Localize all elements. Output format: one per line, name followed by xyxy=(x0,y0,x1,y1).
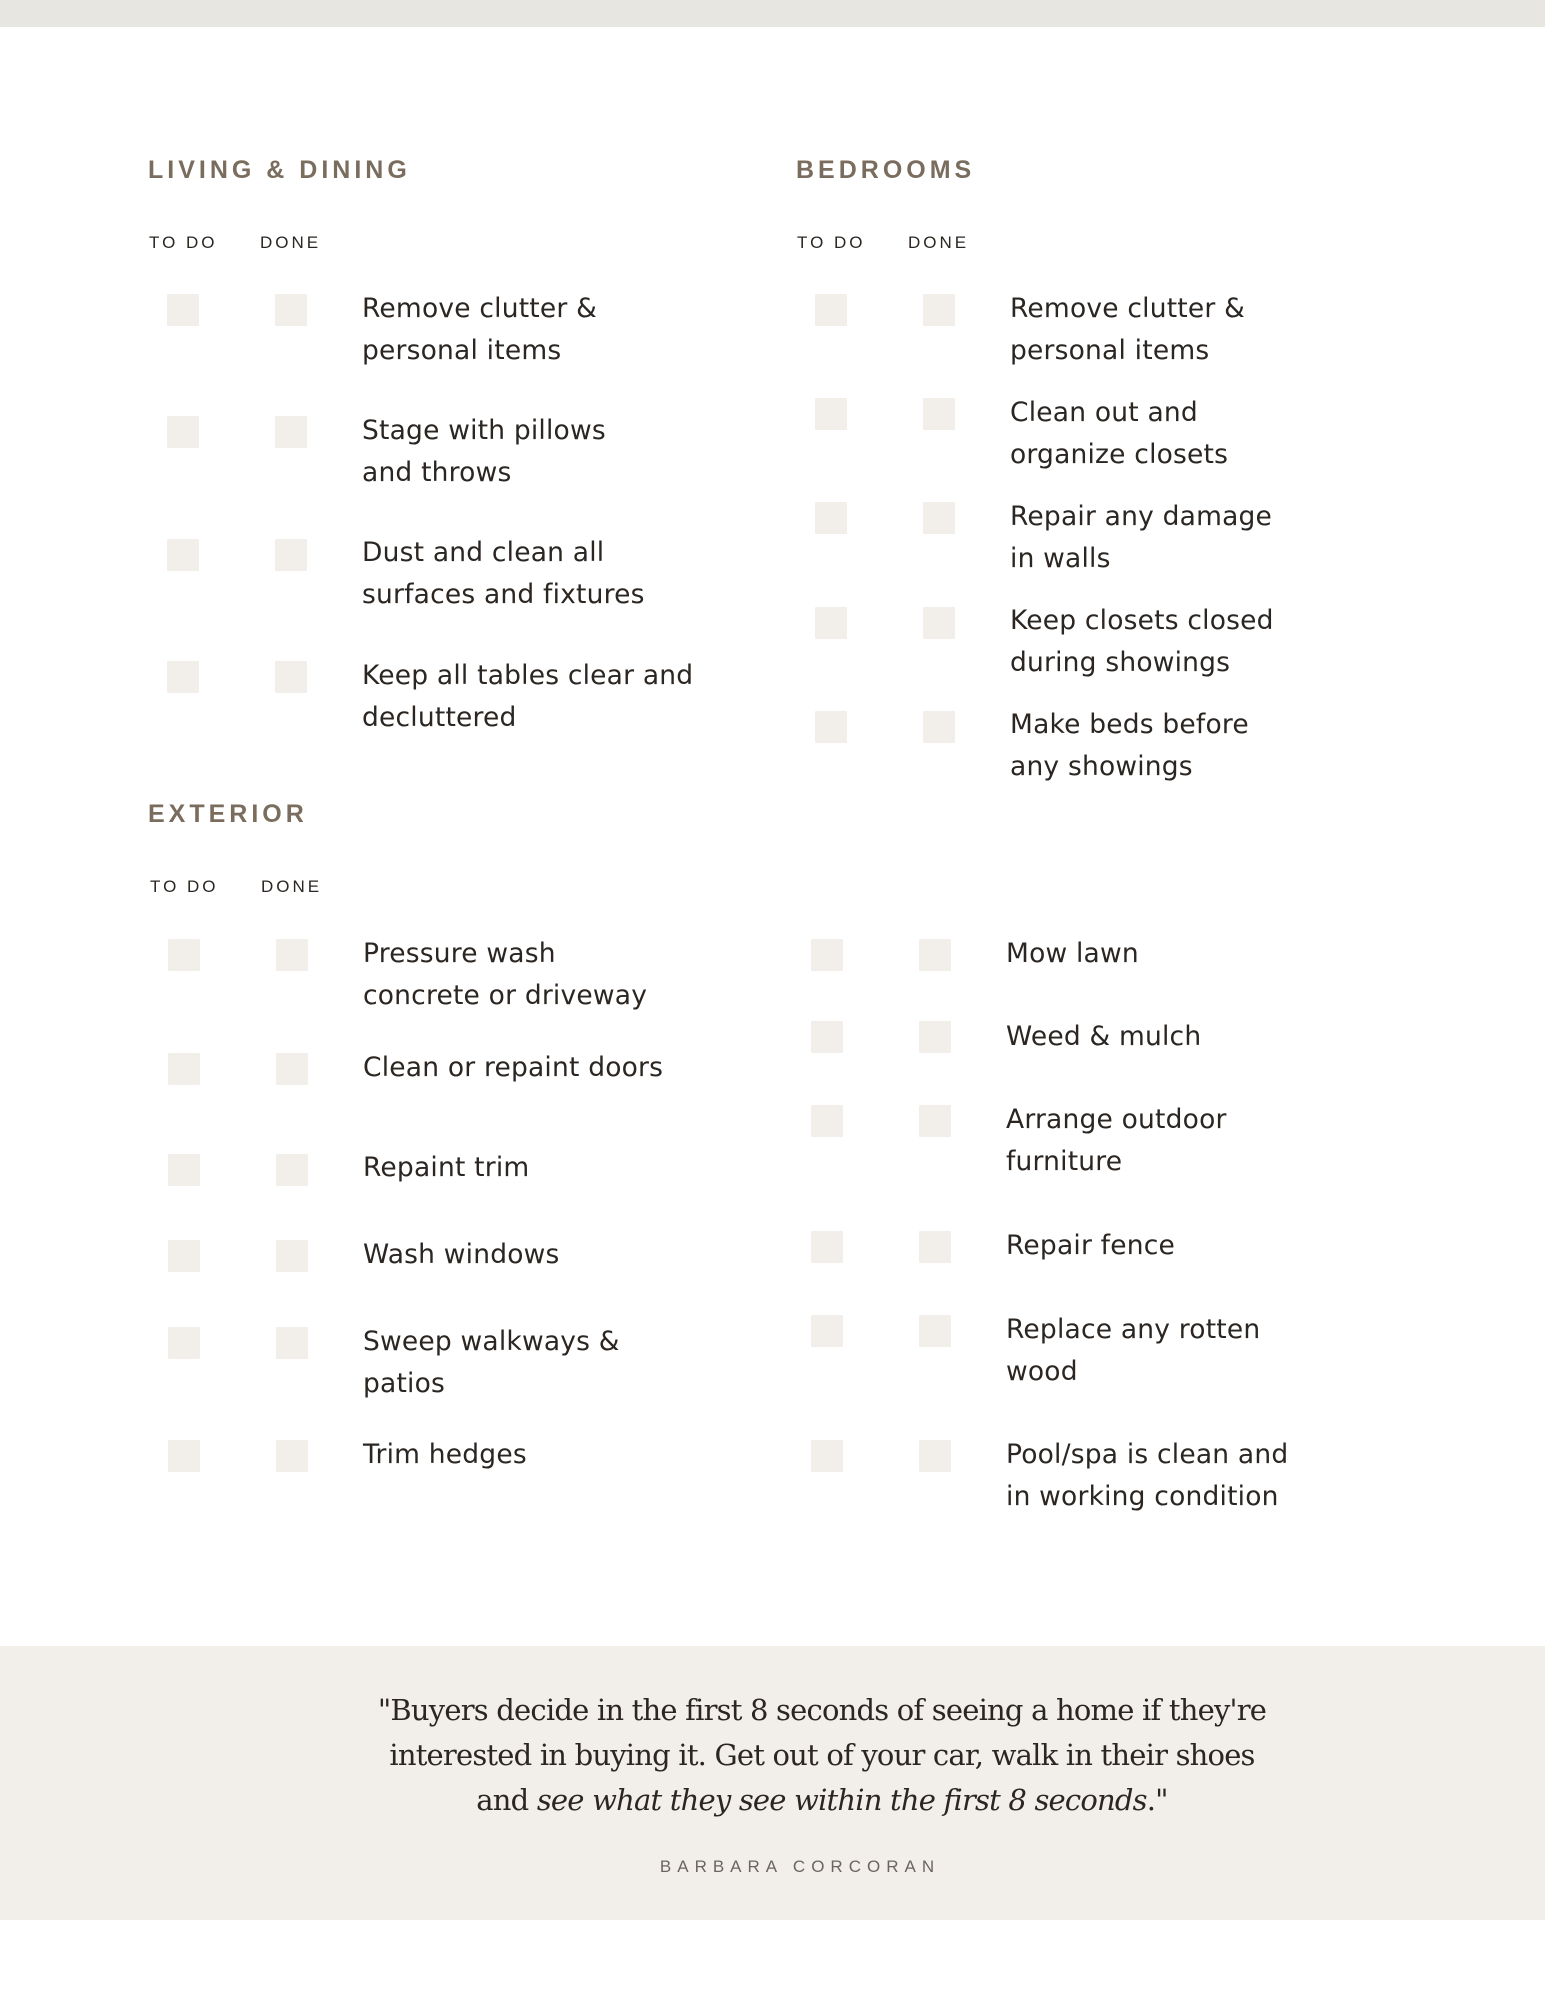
living-item-3-done-checkbox[interactable] xyxy=(275,539,307,571)
living-item-4-done-checkbox[interactable] xyxy=(275,661,307,693)
living-item-2-done-checkbox[interactable] xyxy=(275,416,307,448)
quote-text-end: ." xyxy=(1146,1783,1168,1817)
living-todo-label: TO DO xyxy=(149,233,218,252)
exterior-left-item-6-done-checkbox[interactable] xyxy=(276,1440,308,1472)
living-item-4-label: Keep all tables clear and decluttered xyxy=(362,660,694,733)
exterior-right-item-3-todo-checkbox[interactable] xyxy=(811,1105,843,1137)
quote-author: BARBARA CORCORAN xyxy=(659,1857,941,1876)
exterior-right-item-1-label: Mow lawn xyxy=(1006,938,1139,969)
exterior-left-item-2-todo-checkbox[interactable] xyxy=(168,1053,200,1085)
exterior-right-item-4-todo-checkbox[interactable] xyxy=(811,1231,843,1263)
living-item-4-todo-checkbox[interactable] xyxy=(167,661,199,693)
bedrooms-todo-label: TO DO xyxy=(797,233,866,252)
exterior-left-item-5-label: Sweep walkways & patios xyxy=(363,1326,620,1399)
exterior-right-item-5-done-checkbox[interactable] xyxy=(919,1315,951,1347)
exterior-right-item-6-todo-checkbox[interactable] xyxy=(811,1440,843,1472)
exterior-right-item-4-label: Repair fence xyxy=(1006,1230,1175,1261)
exterior-left-item-5-done-checkbox[interactable] xyxy=(276,1327,308,1359)
bedrooms-item-4-done-checkbox[interactable] xyxy=(923,607,955,639)
bedrooms-item-5-todo-checkbox[interactable] xyxy=(815,711,847,743)
bedrooms-item-1-label: Remove clutter & personal items xyxy=(1010,293,1245,366)
exterior-left-item-5-todo-checkbox[interactable] xyxy=(168,1327,200,1359)
exterior-title: EXTERIOR xyxy=(148,800,308,828)
quote-text-plain: "Buyers decide in the first 8 seconds of seeing a home if they're interested in buying it. Get out of your car, walk in their shoes and xyxy=(377,1693,1267,1817)
living-item-1-done-checkbox[interactable] xyxy=(275,294,307,326)
bedrooms-item-3-done-checkbox[interactable] xyxy=(923,502,955,534)
living-item-3-label: Dust and clean all surfaces and fixtures xyxy=(362,537,645,610)
exterior-left-item-4-label: Wash windows xyxy=(363,1239,560,1270)
exterior-done-label: DONE xyxy=(261,877,323,896)
bedrooms-item-5-done-checkbox[interactable] xyxy=(923,711,955,743)
exterior-left-item-6-label: Trim hedges xyxy=(363,1439,527,1470)
exterior-right-item-1-todo-checkbox[interactable] xyxy=(811,939,843,971)
exterior-right-item-3-done-checkbox[interactable] xyxy=(919,1105,951,1137)
exterior-left-item-1-label: Pressure wash concrete or driveway xyxy=(363,938,648,1011)
bedrooms-item-4-label: Keep closets closed during showings xyxy=(1010,605,1274,678)
exterior-left-item-3-label: Repaint trim xyxy=(363,1152,530,1183)
top-strip xyxy=(0,0,1545,27)
living-item-2-todo-checkbox[interactable] xyxy=(167,416,199,448)
exterior-left-item-6-todo-checkbox[interactable] xyxy=(168,1440,200,1472)
exterior-right-item-2-label: Weed & mulch xyxy=(1006,1021,1202,1052)
exterior-left-item-3-todo-checkbox[interactable] xyxy=(168,1154,200,1186)
living-item-1-todo-checkbox[interactable] xyxy=(167,294,199,326)
exterior-right-item-6-done-checkbox[interactable] xyxy=(919,1440,951,1472)
bedrooms-item-2-todo-checkbox[interactable] xyxy=(815,398,847,430)
exterior-left-item-2-label: Clean or repaint doors xyxy=(363,1052,664,1083)
exterior-left-item-3-done-checkbox[interactable] xyxy=(276,1154,308,1186)
exterior-left-item-4-todo-checkbox[interactable] xyxy=(168,1240,200,1272)
living-done-label: DONE xyxy=(260,233,322,252)
exterior-right-item-1-done-checkbox[interactable] xyxy=(919,939,951,971)
bedrooms-item-4-todo-checkbox[interactable] xyxy=(815,607,847,639)
exterior-right-item-5-todo-checkbox[interactable] xyxy=(811,1315,843,1347)
bedrooms-item-2-done-checkbox[interactable] xyxy=(923,398,955,430)
quote-text xyxy=(372,1688,1272,1823)
living-item-2-label: Stage with pillows and throws xyxy=(362,415,606,488)
exterior-right-item-4-done-checkbox[interactable] xyxy=(919,1231,951,1263)
exterior-right-item-3-label: Arrange outdoor furniture xyxy=(1006,1104,1227,1177)
exterior-left-item-1-todo-checkbox[interactable] xyxy=(168,939,200,971)
exterior-todo-label: TO DO xyxy=(150,877,219,896)
quote-text-italic: see what they see within the first 8 seconds xyxy=(536,1783,1147,1817)
living-item-1-label: Remove clutter & personal items xyxy=(362,293,597,366)
exterior-right-item-2-done-checkbox[interactable] xyxy=(919,1021,951,1053)
bedrooms-title: BEDROOMS xyxy=(796,156,976,184)
exterior-right-item-6-label: Pool/spa is clean and in working condition xyxy=(1006,1439,1289,1512)
living-item-3-todo-checkbox[interactable] xyxy=(167,539,199,571)
exterior-right-item-2-todo-checkbox[interactable] xyxy=(811,1021,843,1053)
exterior-left-item-1-done-checkbox[interactable] xyxy=(276,939,308,971)
bedrooms-item-3-label: Repair any damage in walls xyxy=(1010,501,1273,574)
bedrooms-item-2-label: Clean out and organize closets xyxy=(1010,397,1229,470)
bedrooms-item-1-done-checkbox[interactable] xyxy=(923,294,955,326)
bedrooms-item-5-label: Make beds before any showings xyxy=(1010,709,1249,782)
exterior-left-item-4-done-checkbox[interactable] xyxy=(276,1240,308,1272)
bedrooms-done-label: DONE xyxy=(908,233,970,252)
bedrooms-item-3-todo-checkbox[interactable] xyxy=(815,502,847,534)
exterior-right-item-5-label: Replace any rotten wood xyxy=(1006,1314,1261,1387)
bedrooms-item-1-todo-checkbox[interactable] xyxy=(815,294,847,326)
living-dining-title: LIVING & DINING xyxy=(148,156,411,184)
exterior-left-item-2-done-checkbox[interactable] xyxy=(276,1053,308,1085)
